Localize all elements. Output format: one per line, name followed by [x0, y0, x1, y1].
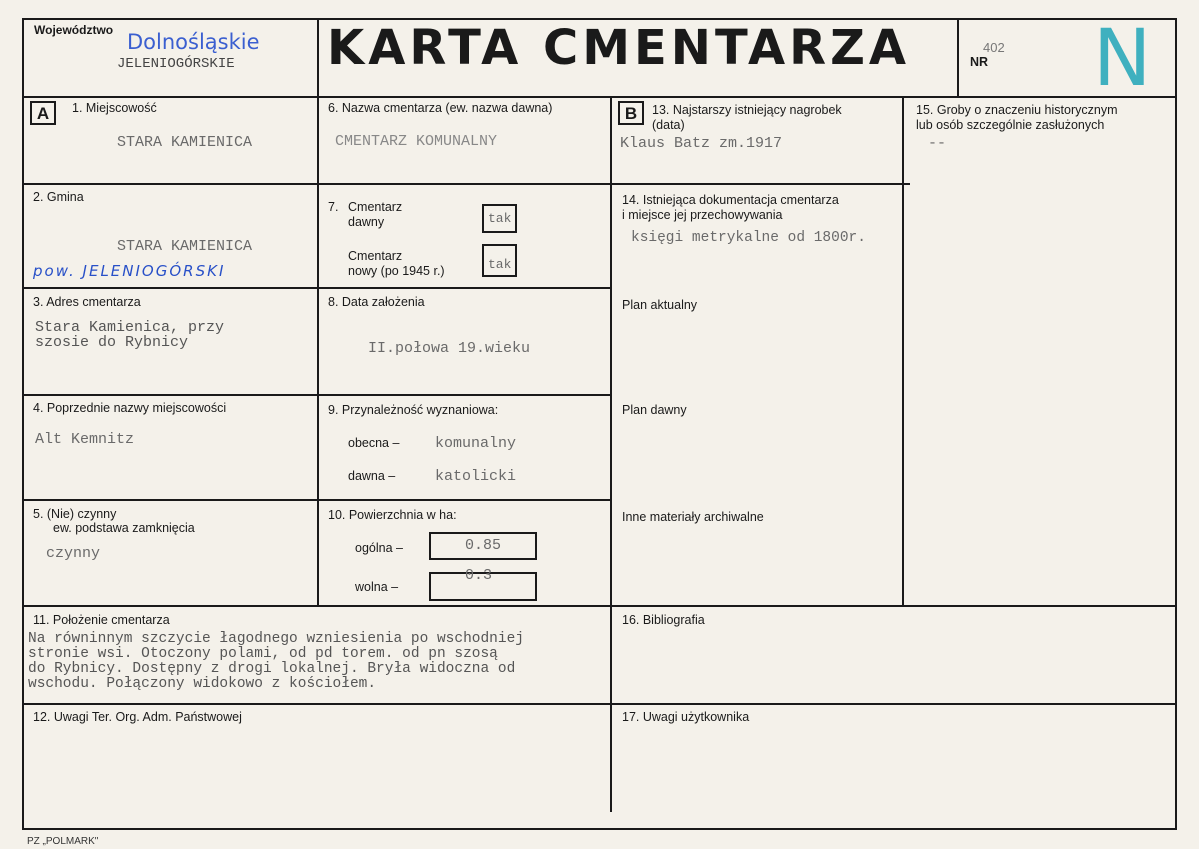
field-3-label: 3. Adres cmentarza: [33, 295, 141, 309]
printer-footer: PZ „POLMARK": [27, 836, 99, 847]
divider: [22, 605, 1177, 607]
field-10-free-label: wolna –: [355, 580, 399, 594]
field-6-value: CMENTARZ KOMUNALNY: [335, 133, 498, 150]
wojewodztwo-typed: JELENIOGÓRSKIE: [117, 56, 235, 72]
field-7-old-label: Cmentarz dawny: [348, 200, 403, 229]
field-9-label: 9. Przynależność wyznaniowa:: [328, 403, 499, 417]
field-10-total-value: 0.85: [465, 537, 502, 554]
field-12-label: 12. Uwagi Ter. Org. Adm. Państwowej: [33, 710, 242, 724]
field-7-label: 7.: [328, 200, 339, 214]
field-5-label: 5. (Nie) czynny: [33, 507, 117, 521]
field-11-value: Na równinnym szczycie łagodnego wzniesienia po wschodniej stronie wsi. Otoczony polami, od pd torem. od pn szosą do Rybnicy. Dostępny z drogi lokalnej. Bryła widoczna od wschodu. Połączony widokowo z kościołem.: [28, 631, 524, 692]
field-7-old-value: tak: [488, 211, 512, 226]
divider: [957, 18, 959, 98]
divider: [22, 394, 612, 396]
divider: [22, 499, 612, 501]
section-b-marker: B: [618, 101, 644, 125]
field-5-value: czynny: [46, 545, 101, 562]
field-9-current-value: komunalny: [435, 435, 517, 452]
field-4-value: Alt Kemnitz: [35, 431, 135, 448]
field-10-total-label: ogólna –: [355, 541, 403, 555]
field-1-value: STARA KAMIENICA: [117, 134, 253, 151]
wojewodztwo-stamp: Dolnośląskie: [127, 30, 260, 54]
field-16-label: 16. Bibliografia: [622, 613, 705, 627]
field-14-value: księgi metrykalne od 1800r.: [631, 230, 866, 246]
field-2-label: 2. Gmina: [33, 190, 84, 204]
field-10-label: 10. Powierzchnia w ha:: [328, 508, 457, 522]
field-2-handwritten: pow. JELENIOGÓRSKI: [33, 262, 226, 280]
field-15-label: 15. Groby o znaczeniu historycznym lub osób szczególnie zasłużonych: [916, 103, 1118, 132]
field-6-label: 6. Nazwa cmentarza (ew. nazwa dawna): [328, 101, 553, 115]
field-3-value: Stara Kamienica, przy szosie do Rybnicy: [35, 319, 225, 351]
field-9-former-value: katolicki: [435, 468, 517, 485]
plan-current-label: Plan aktualny: [622, 298, 698, 312]
other-materials-label: Inne materiały archiwalne: [622, 510, 764, 524]
field-10-free-value: 0.3: [465, 567, 493, 584]
field-4-label: 4. Poprzednie nazwy miejscowości: [33, 401, 227, 415]
field-13-label: 13. Najstarszy istniejący nagrobek (data): [652, 103, 842, 132]
field-13-value: Klaus Batz zm.1917: [620, 135, 783, 152]
field-8-label: 8. Data założenia: [328, 295, 425, 309]
page-title: KARTA CMENTARZA: [327, 20, 911, 76]
field-9-former-label: dawna –: [348, 469, 396, 483]
nr-label: NR: [970, 55, 989, 69]
field-7-new-label: Cmentarz nowy (po 1945 r.): [348, 249, 445, 278]
nr-pencil: 402: [983, 40, 1005, 55]
wojewodztwo-label: Województwo: [34, 23, 114, 37]
field-7-new-value: tak: [488, 257, 512, 272]
field-15-value: --: [928, 135, 947, 152]
field-9-current-label: obecna –: [348, 436, 400, 450]
field-8-value: II.połowa 19.wieku: [368, 340, 531, 357]
field-2-value: STARA KAMIENICA: [117, 238, 253, 255]
field-11-label: 11. Położenie cmentarza: [33, 613, 170, 627]
divider: [317, 18, 319, 606]
field-5-sublabel: ew. podstawa zamknięcia: [53, 521, 195, 535]
divider: [22, 183, 910, 185]
divider: [22, 703, 1177, 705]
nr-mark: N: [1093, 14, 1152, 104]
field-1-label: 1. Miejscowość: [72, 101, 157, 115]
divider: [22, 96, 1177, 98]
field-14-label: 14. Istniejąca dokumentacja cmentarza i miejsce jej przechowywania: [622, 193, 839, 222]
field-17-label: 17. Uwagi użytkownika: [622, 710, 750, 724]
plan-former-label: Plan dawny: [622, 403, 687, 417]
divider: [902, 96, 904, 606]
divider: [22, 287, 612, 289]
section-a-marker: A: [30, 101, 56, 125]
